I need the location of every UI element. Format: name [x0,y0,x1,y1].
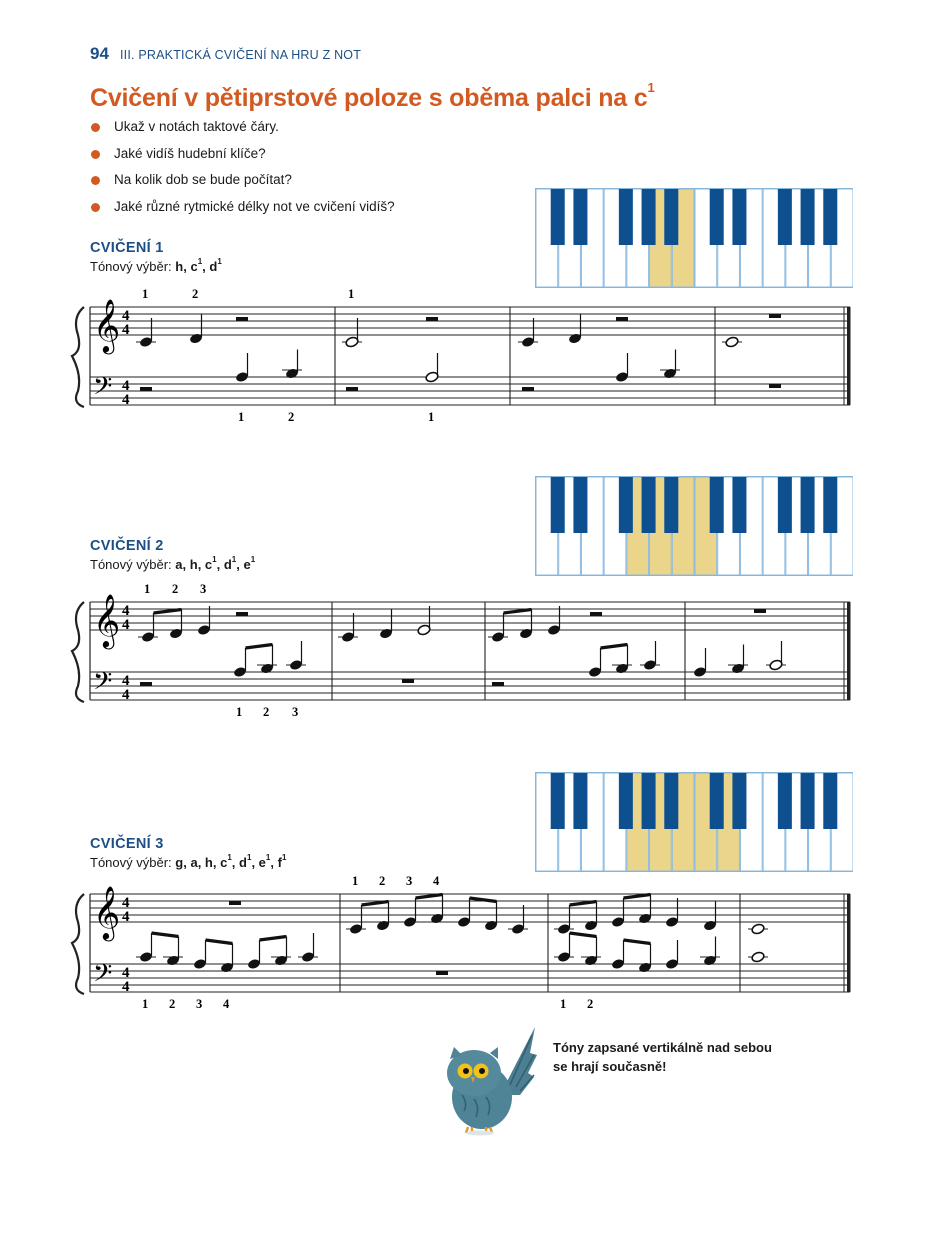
question-text: Ukaž v notách taktové čáry. [114,119,279,134]
fingering-number: 1 [352,874,359,888]
fingering-number: 2 [169,997,176,1011]
keyboard-diagram-3 [535,772,853,872]
black-key [573,773,587,829]
black-key [551,477,565,533]
fingering-number: 2 [379,874,386,888]
beam [154,610,182,614]
fingering-number: 1 [236,705,243,719]
fingering-number: 2 [587,997,594,1011]
fingering-number: 4 [433,874,440,888]
tone-octave: 1 [217,257,222,266]
keyboard-diagram-1 [535,188,853,288]
fingering-number: 1 [142,997,149,1011]
half-rest [616,317,628,321]
chapter-title: III. PRAKTICKÁ CVIČENÍ NA HRU Z NOT [120,48,362,62]
score-exercise-1 [70,285,860,435]
fingering-number: 3 [200,582,207,596]
question-item [90,198,395,225]
fingering-number: 1 [560,997,567,1011]
black-key [801,189,815,245]
black-key [710,189,724,245]
note-head [751,923,765,935]
tone-item: a [190,855,198,870]
beam [504,610,532,614]
black-key [732,189,746,245]
fingering-number: 1 [142,287,149,301]
fingering-number: 1 [238,410,245,424]
time-signature-top: 4 [122,308,130,324]
black-key [619,477,633,533]
time-signature-top: 4 [122,895,130,911]
black-key [619,773,633,829]
black-key [732,773,746,829]
question-text: Jaké různé rytmické délky not ve cvičení vidíš? [114,198,395,214]
black-key [823,477,837,533]
fingering-number: 3 [292,705,299,719]
beam [570,933,597,937]
black-key [664,189,678,245]
half-rest [140,387,152,391]
beam [624,895,651,899]
time-signature-bottom: 4 [122,322,130,338]
final-bar-thick [847,602,851,700]
black-key [732,477,746,533]
black-key [778,189,792,245]
beam [601,645,628,649]
tone-octave: 1 [250,555,256,564]
black-key [778,477,792,533]
black-key [823,773,837,829]
brace [72,894,84,994]
time-signature-bottom: 4 [122,687,130,703]
title-superscript: 1 [647,80,655,95]
half-rest [522,387,534,391]
tone-octave: 1 [231,555,237,564]
black-key [801,477,815,533]
tone-item: e [258,855,266,870]
black-key [664,477,678,533]
tip-line-1: Tóny zapsané vertikálně nad sebou [553,1040,772,1055]
fingering-number: 4 [223,997,230,1011]
bullet-dot-icon [91,123,100,132]
tone-label: Tónový výběr: [90,259,176,274]
exercise-2-tones [90,557,255,572]
treble-clef-icon: 𝄞 [93,300,121,351]
time-signature-bottom: 4 [122,909,130,925]
bass-clef-icon: 𝄢 [93,960,113,993]
whole-rest [754,609,766,613]
tone-item: a [175,557,183,572]
tone-octave: 1 [212,555,217,564]
owl-illustration [438,1025,538,1137]
time-signature-bottom: 4 [122,979,130,995]
whole-rest [436,971,448,975]
page-title [90,80,655,113]
tone-octave: 1 [281,853,287,862]
black-key [710,773,724,829]
tone-item: e [243,557,251,572]
beam [260,937,287,941]
time-signature-bottom: 4 [122,392,130,408]
question-item [90,118,395,145]
tone-item: d [239,855,247,870]
bass-clef-icon: 𝄢 [93,373,113,406]
black-key [573,477,587,533]
time-signature-top: 4 [122,603,130,619]
black-key [664,773,678,829]
tone-item: h [204,855,213,870]
note-head [751,951,765,963]
beam [152,933,179,937]
tone-item: f [277,855,282,870]
black-key [710,477,724,533]
bullet-dot-icon [91,150,100,159]
question-list [90,118,395,224]
half-rest [492,682,504,686]
tone-label: Tónový výběr: [90,855,176,870]
exercise-1-title: CVIČENÍ 1 [90,240,164,256]
black-key [642,477,656,533]
half-rest [140,682,152,686]
time-signature-top: 4 [122,378,130,394]
fingering-number: 1 [348,287,355,301]
beam [624,940,651,944]
fingering-number: 2 [172,582,179,596]
fingering-number: 2 [263,705,270,719]
beam [246,645,273,649]
exercise-3-tones [90,855,286,870]
bass-clef-icon: 𝄢 [93,668,113,701]
tone-item: d [209,259,218,274]
question-item [90,145,395,172]
fingering-number: 1 [144,582,151,596]
keyboard-diagram-2 [535,476,853,576]
tip-line-2: se hrají současně! [553,1059,667,1074]
black-key [573,189,587,245]
note-head [725,336,739,348]
black-key [642,773,656,829]
black-key [823,189,837,245]
tone-list: a, h, $c^1$, $d^1$, $e^1$ [175,555,256,572]
question-text: Na kolik dob se bude počítat? [114,172,292,187]
tone-label: Tónový výběr: [90,557,176,572]
fingering-number: 2 [288,410,295,424]
tone-item: c [220,855,228,870]
bullet-dot-icon [91,176,100,185]
score-exercise-2 [70,580,860,730]
tone-octave: 1 [227,853,232,862]
treble-clef-icon: 𝄞 [93,595,121,646]
fingering-number: 3 [196,997,203,1011]
black-key [619,189,633,245]
whole-rest [769,314,781,318]
brace [72,307,84,407]
time-signature-top: 4 [122,673,130,689]
black-key [551,773,565,829]
half-rest [426,317,438,321]
whole-rest [229,901,241,905]
black-key [642,189,656,245]
whole-rest [402,679,414,683]
fingering-number: 1 [428,410,435,424]
beam [570,902,597,906]
time-signature-top: 4 [122,965,130,981]
final-bar-thick [847,894,851,992]
question-text: Jaké vidíš hudební klíče? [114,145,266,161]
tone-item: c [204,557,213,572]
simultaneous-notes-tip [553,1038,772,1076]
score-exercise-3 [70,872,860,1022]
brace [72,602,84,702]
title-text: Cvičení v pětiprstové poloze s oběma palci na c [90,84,648,112]
whole-rest [769,384,781,388]
beam [416,895,443,899]
half-rest [236,317,248,321]
tone-list: g, a, h, $c^1$, $d^1$, $e^1$, $f^1$ [175,853,287,870]
tone-item: h [175,259,184,274]
tone-octave: 1 [197,257,203,266]
exercise-3-title: CVIČENÍ 3 [90,836,164,852]
half-rest [236,612,248,616]
tone-octave: 1 [265,853,271,862]
tone-item: g [175,855,184,870]
tone-item: c [190,259,198,274]
black-key [551,189,565,245]
tone-list: h, $c^1$, $d^1$ [175,257,222,274]
bullet-dot-icon [91,203,100,212]
exercise-1-tones [90,259,222,274]
page-number: 94 [90,44,109,63]
beam [362,902,389,906]
tone-item: d [223,557,232,572]
black-key [778,773,792,829]
final-bar-thick [847,307,851,405]
tone-octave: 1 [246,853,252,862]
exercise-2-title: CVIČENÍ 2 [90,538,164,554]
question-item [90,171,395,198]
time-signature-bottom: 4 [122,617,130,633]
half-rest [346,387,358,391]
fingering-number: 3 [406,874,413,888]
half-rest [590,612,602,616]
fingering-number: 2 [192,287,199,301]
black-key [801,773,815,829]
tone-item: h [189,557,198,572]
beam [206,940,233,944]
treble-clef-icon: 𝄞 [93,887,121,938]
